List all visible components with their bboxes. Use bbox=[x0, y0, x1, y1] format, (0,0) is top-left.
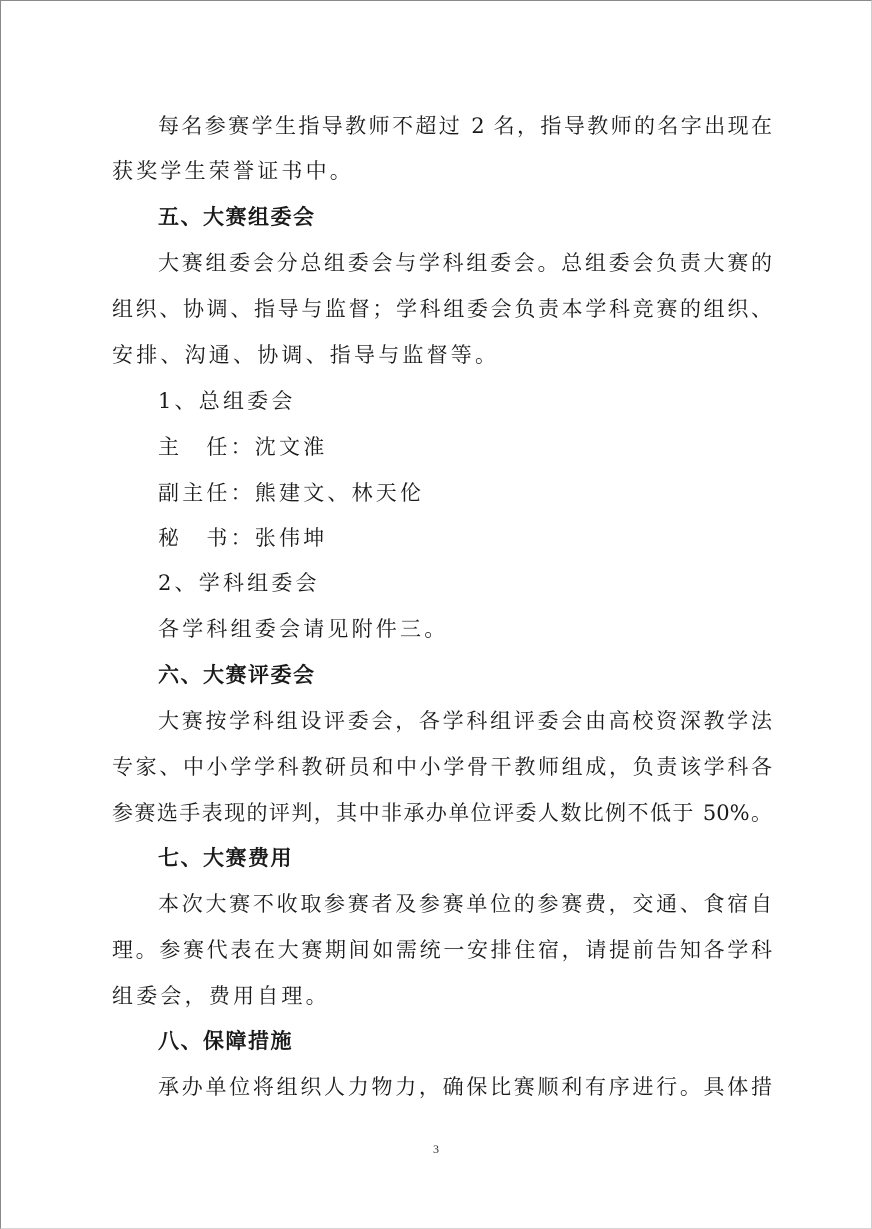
section-8-heading: 八、保障措施 bbox=[158, 1029, 293, 1053]
subsection-1-heading: 1、总组委会 bbox=[158, 389, 296, 413]
section-7-heading: 七、大赛费用 bbox=[158, 846, 293, 870]
page-number: 3 bbox=[433, 1142, 439, 1156]
section-6-paragraph-line-3: 参赛选手表现的评判，其中非承办单位评委人数比例不低于 50%。 bbox=[112, 801, 772, 825]
subsection-2-paragraph: 各学科组委会请见附件三。 bbox=[158, 617, 449, 641]
section-5-paragraph-line-2: 组织、协调、指导与监督；学科组委会负责本学科竞赛的组织、 bbox=[112, 297, 772, 321]
section-8-paragraph-line-1: 承办单位将组织人力物力，确保比赛顺利有序进行。具体措 bbox=[158, 1075, 772, 1099]
section-7-paragraph-line-3: 组委会，费用自理。 bbox=[112, 984, 330, 1008]
section-5-paragraph-line-1: 大赛组委会分总组委会与学科组委会。总组委会负责大赛的 bbox=[158, 251, 772, 275]
section-7-paragraph-line-1: 本次大赛不收取参赛者及参赛单位的参赛费，交通、食宿自 bbox=[158, 892, 772, 916]
secretary-line: 秘 书：张伟坤 bbox=[158, 526, 328, 550]
section-5-heading: 五、大赛组委会 bbox=[158, 205, 316, 229]
section-6-paragraph-line-2: 专家、中小学学科教研员和中小学骨干教师组成，负责该学科各 bbox=[112, 755, 772, 779]
mentor-paragraph-line-2: 获奖学生荣誉证书中。 bbox=[112, 159, 354, 183]
section-5-paragraph-line-3: 安排、沟通、协调、指导与监督等。 bbox=[112, 343, 500, 367]
mentor-paragraph-line-1: 每名参赛学生指导教师不超过 2 名，指导教师的名字出现在 bbox=[158, 114, 772, 138]
section-6-heading: 六、大赛评委会 bbox=[158, 663, 316, 687]
subsection-2-heading: 2、学科组委会 bbox=[158, 571, 320, 595]
section-7-paragraph-line-2: 理。参赛代表在大赛期间如需统一安排住宿，请提前告知各学科 bbox=[112, 938, 772, 962]
vice-director-line: 副主任：熊建文、林天伦 bbox=[158, 481, 425, 505]
section-6-paragraph-line-1: 大赛按学科组设评委会，各学科组评委会由高校资深教学法 bbox=[158, 709, 772, 733]
director-line: 主 任：沈文淮 bbox=[158, 435, 328, 459]
